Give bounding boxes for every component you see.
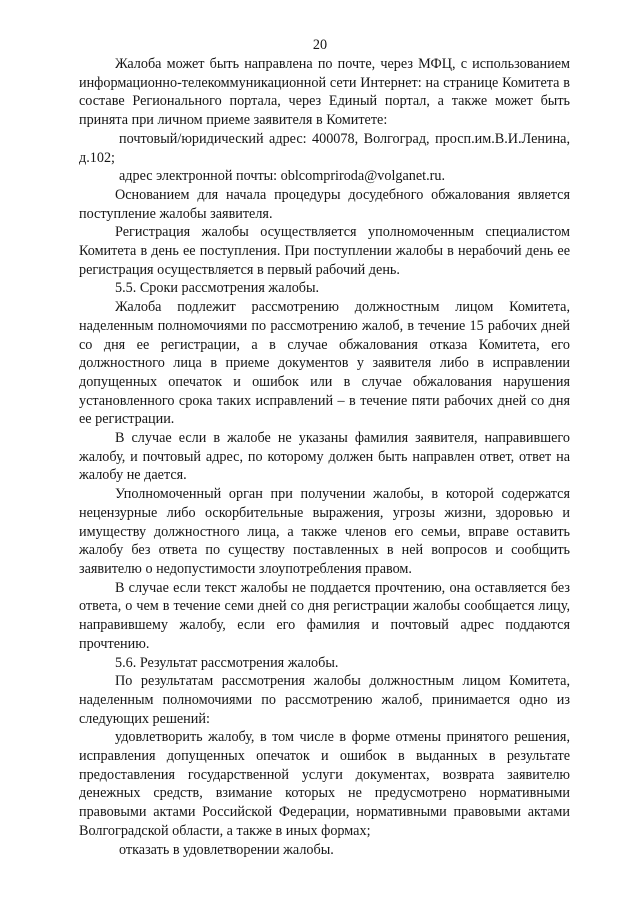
paragraph-appeal-basis: Основанием для начала процедуры досудебного обжалования является поступление жалобы заявителя. [79, 186, 570, 222]
paragraph-no-surname: В случае если в жалобе не указаны фамилия заявителя, направившего жалобу, и почтовый адрес, по которому должен быть направлен ответ, ответ на жалобу не дается. [79, 430, 570, 484]
paragraph-complaint-channels: Жалоба может быть направлена по почте, через МФЦ, с использованием информационно-телекоммуникационной сети Интернет: на странице Комитета в составе Регионального портала, через Единый портал, а также может быть принята при личном приеме заявителя в Комитете: [79, 56, 570, 129]
section-heading-5-6: 5.6. Результат рассмотрения жалобы. [115, 654, 339, 671]
paragraph-unreadable-text: В случае если текст жалобы не поддается прочтению, она оставляется без ответа, о чем в течение семи дней со дня регистрации жалобы сообщается лицу, направившему жалобу, если его фамилия и почтовый адрес поддаются прочтению. [79, 579, 570, 652]
paragraph-decision-satisfy: удовлетворить жалобу, в том числе в форме отмены принятого решения, исправления допущенных опечаток и ошибок в выданных в результате предоставления государственной услуги документах, возврата заявителю денежных средств, взимание которых не предусмотрено нормативными правовыми актами Российской Федерации, нормативными правовыми актами Волгоградской области, а также в иных формах; [79, 729, 570, 839]
paragraph-email-address: адрес электронной почты: oblcomprirodа@volganet.ru. [119, 168, 446, 185]
paragraph-registration: Регистрация жалобы осуществляется уполномоченным специалистом Комитета в день ее поступления. При поступлении жалобы в нерабочий день ее регистрация осуществляется в первый рабочий день. [79, 224, 570, 278]
paragraph-postal-address: почтовый/юридический адрес: 400078, Волгоград, просп.им.В.И.Ленина, д.102; [79, 130, 570, 166]
paragraph-decision-refuse: отказать в удовлетворении жалобы. [119, 841, 334, 858]
paragraph-decisions-intro: По результатам рассмотрения жалобы должностным лицом Комитета, наделенным полномочиями по рассмотрению жалоб, принимается одно из следующих решений: [79, 673, 570, 727]
paragraph-obscene-language: Уполномоченный орган при получении жалобы, в которой содержатся нецензурные либо оскорбительные выражения, угрозы жизни, здоровью и имуществу должностного лица, а также членов его семьи, вправе оставить жалобу без ответа по существу поставленных в ней вопросов и сообщить заявителю о недопустимости злоупотребления правом. [79, 486, 570, 577]
paragraph-review-deadlines: Жалоба подлежит рассмотрению должностным лицом Комитета, наделенным полномочиями по рассмотрению жалоб, в течение 15 рабочих дней со дня ее регистрации, а в случае обжалования отказа Комитета, его должностного лица в приеме документов у заявителя либо в исправлении допущенных опечаток и ошибок или в случае обжалования нарушения установленного срока таких исправлений – в течение пяти рабочих дней со дня ее регистрации. [79, 299, 570, 428]
section-heading-5-5: 5.5. Сроки рассмотрения жалобы. [115, 280, 320, 297]
document-body [79, 55, 570, 859]
page-number: 20 [312, 37, 328, 53]
